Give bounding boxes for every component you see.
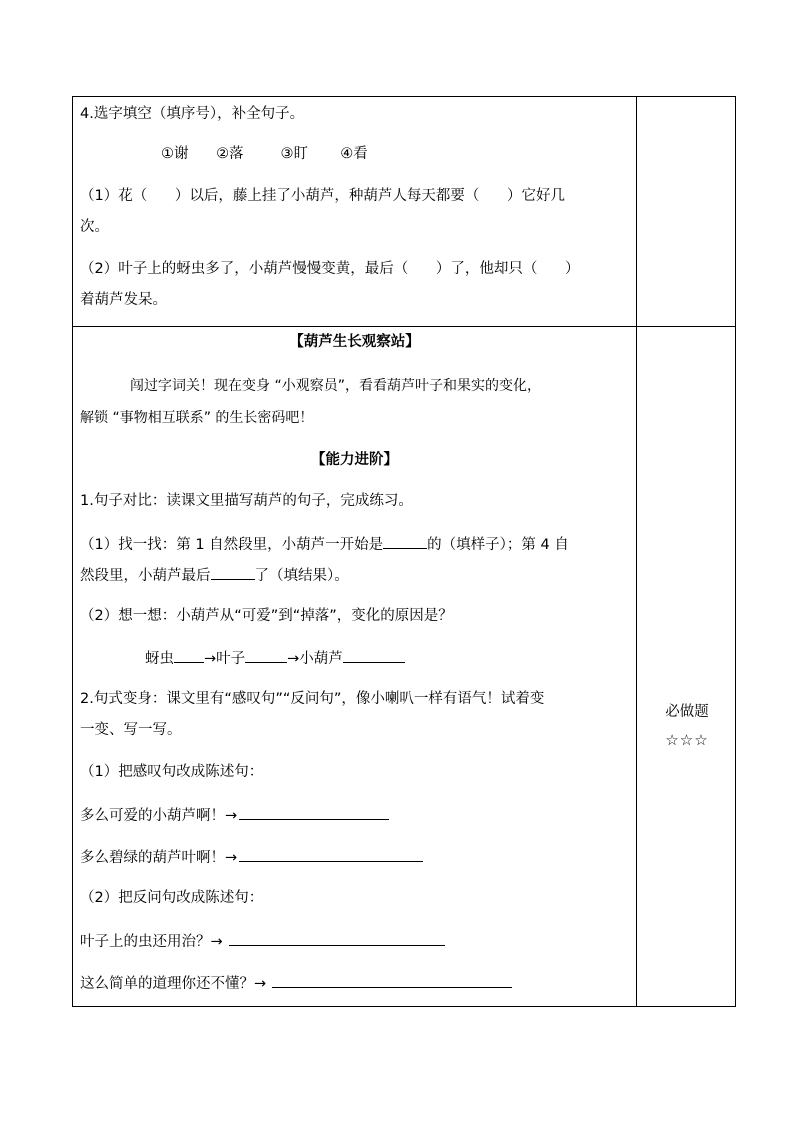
q1-part2: （2）想一想：小葫芦从“可爱”到“掉落”，变化的原因是？ [80, 608, 453, 624]
q2-rhetorical1 [80, 931, 445, 951]
q2-part1: （1）把感叹句改成陈述句： [80, 764, 264, 780]
q2-title-line2: 一变、写一写。 [80, 722, 182, 738]
q1-part1-line1 [80, 534, 569, 554]
answer-blank[interactable] [245, 648, 287, 663]
answer-line[interactable] [272, 973, 512, 988]
q4-options: ①谢 ②落 ③盯 ④看 [161, 146, 368, 162]
exclamation2-text: 多么碧绿的葫芦叶啊！→ [80, 850, 238, 866]
exercise-table [72, 96, 736, 1007]
difficulty-stars: ☆☆☆ [665, 731, 709, 749]
section-title: 【葫芦生长观察站】 [289, 334, 420, 350]
q1-part1-text-a: （1）找一找：第 1 自然段里，小葫芦一开始是 [80, 537, 384, 553]
q1-part1-text-b: 的（填样子）；第 4 自 [427, 537, 569, 553]
q2-part2: （2）把反问句改成陈述句： [80, 890, 264, 906]
q2-rhetorical2 [80, 973, 512, 993]
q1-part1-line2 [80, 565, 349, 585]
section-subtitle: 【能力进阶】 [311, 452, 398, 468]
section-intro-line2: 解锁 “事物相互联系” 的生长密码吧！ [80, 410, 314, 426]
q4-sentence2-line1: （2）叶子上的蚜虫多了，小葫芦慢慢变黄，最后（ ）了，他却只（ ） [80, 261, 580, 277]
answer-line[interactable] [239, 847, 423, 862]
answer-line[interactable] [229, 931, 445, 946]
q4-sentence1-line2: 次。 [80, 219, 109, 235]
q1-part1-text-d: 了（填结果）。 [254, 568, 349, 584]
q4-title: 4.选字填空（填序号），补全句子。 [80, 106, 305, 122]
cause-chain [145, 648, 405, 668]
column-divider [636, 97, 637, 1006]
row-divider [73, 326, 735, 327]
rhetorical1-text: 叶子上的虫还用治？→ [80, 934, 223, 950]
answer-blank[interactable] [383, 534, 427, 549]
q1-title: 1.句子对比：读课文里描写葫芦的句子，完成练习。 [80, 493, 413, 509]
chain-gourd: →小葫芦 [287, 651, 343, 667]
section-intro-line1: 闯过字词关！现在变身 “小观察员”，看看葫芦叶子和果实的变化， [130, 378, 541, 394]
chain-leaf: →叶子 [204, 651, 246, 667]
answer-line[interactable] [239, 805, 389, 820]
required-label: 必做题 [665, 704, 709, 720]
q1-part1-text-c: 然段里，小葫芦最后 [80, 568, 211, 584]
answer-blank[interactable] [343, 648, 405, 663]
q4-sentence1-line1: （1）花（ ）以后，藤上挂了小葫芦，种葫芦人每天都要（ ）它好几 [80, 188, 566, 204]
q2-exclamation2 [80, 847, 423, 867]
q2-exclamation1 [80, 805, 389, 825]
answer-blank[interactable] [174, 648, 204, 663]
rhetorical2-text: 这么简单的道理你还不懂？→ [80, 976, 267, 992]
q2-title-line1: 2.句式变身：课文里有“感叹句”“反问句”，像小喇叭一样有语气！试着变 [80, 691, 545, 707]
exclamation1-text: 多么可爱的小葫芦啊！→ [80, 808, 238, 824]
answer-blank[interactable] [211, 565, 255, 580]
q4-sentence2-line2: 着葫芦发呆。 [80, 292, 167, 308]
chain-aphid: 蚜虫 [145, 651, 174, 667]
